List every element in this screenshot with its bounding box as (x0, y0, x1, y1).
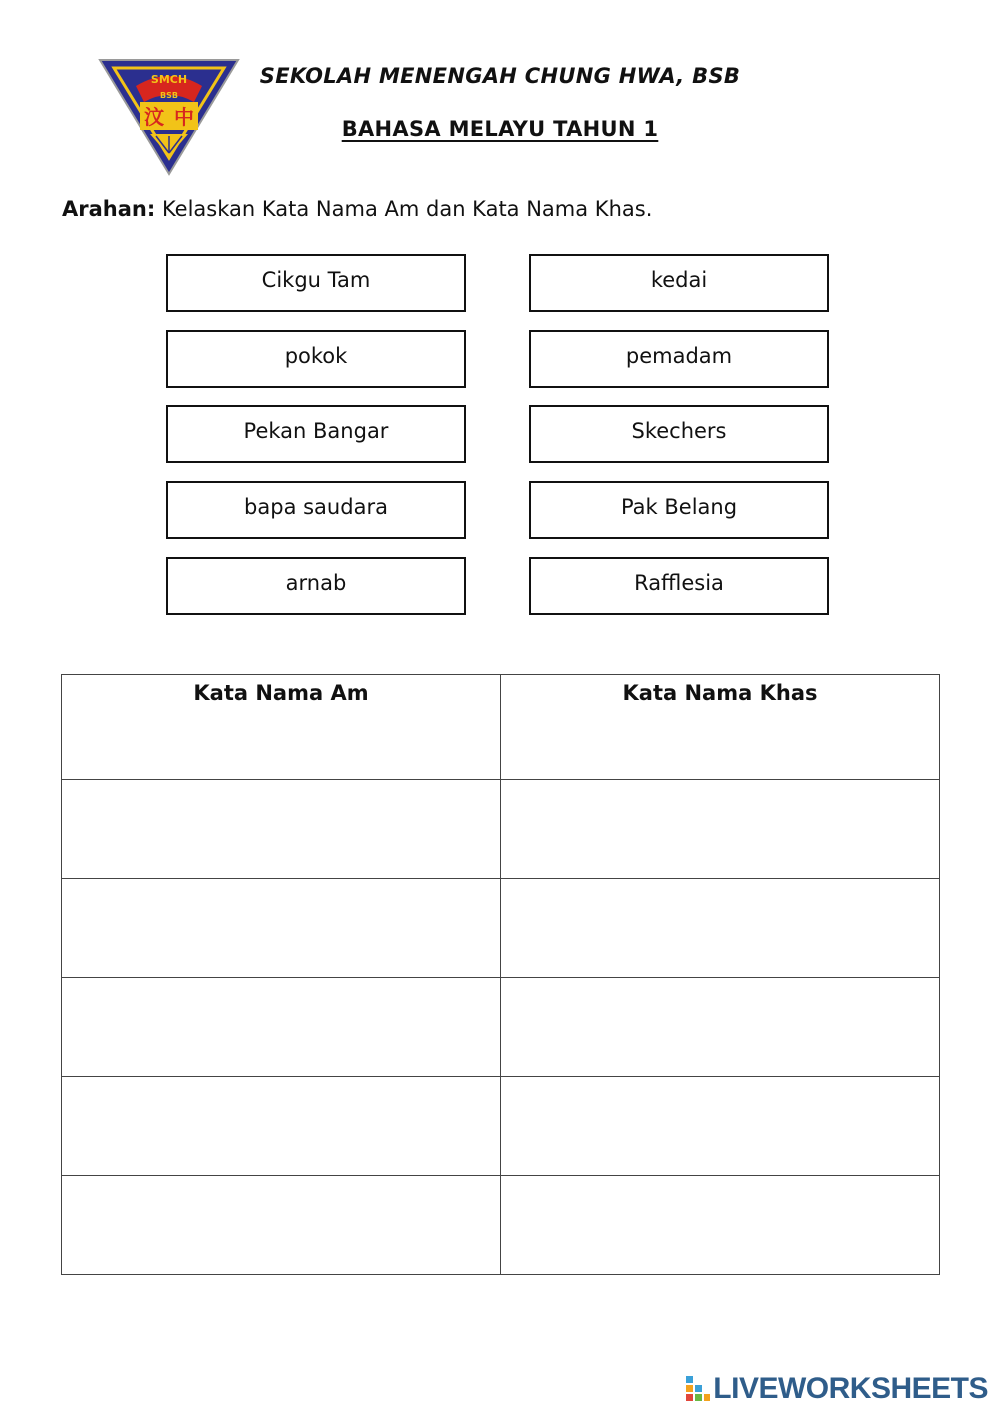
word-box[interactable]: Skechers (529, 405, 829, 463)
word-box[interactable]: Cikgu Tam (166, 254, 466, 312)
answer-table (61, 674, 940, 1275)
word-box[interactable]: Pekan Bangar (166, 405, 466, 463)
word-box[interactable]: Pak Belang (529, 481, 829, 539)
table-row (62, 978, 940, 1077)
drop-cell-am[interactable] (62, 1077, 501, 1176)
word-box[interactable]: pemadam (529, 330, 829, 388)
svg-text:SMCH: SMCH (150, 73, 188, 86)
table-row (62, 879, 940, 978)
drop-cell-am[interactable] (62, 879, 501, 978)
word-box[interactable]: pokok (166, 330, 466, 388)
header-kata-nama-khas[interactable]: Kata Nama Khas (501, 675, 940, 780)
drop-cell-am[interactable] (62, 780, 501, 879)
svg-text:BSB: BSB (160, 91, 178, 100)
word-box[interactable]: Rafflesia (529, 557, 829, 615)
drop-cell-am[interactable] (62, 978, 501, 1077)
drop-cell-am[interactable] (62, 1176, 501, 1275)
word-box[interactable]: bapa saudara (166, 481, 466, 539)
drop-cell-khas[interactable] (501, 879, 940, 978)
instruction-text: Kelaskan Kata Nama Am dan Kata Nama Khas. (161, 197, 653, 221)
header-kata-nama-am[interactable]: Kata Nama Am (62, 675, 501, 780)
svg-text:中: 中 (174, 105, 194, 129)
liveworksheets-logo-icon (686, 1376, 710, 1402)
word-box[interactable]: arnab (166, 557, 466, 615)
svg-text:汶: 汶 (144, 105, 164, 129)
table-row (62, 1077, 940, 1176)
drop-cell-khas[interactable] (501, 1176, 940, 1275)
table-row (62, 1176, 940, 1275)
drop-cell-khas[interactable] (501, 1077, 940, 1176)
liveworksheets-brand[interactable] (686, 1372, 988, 1406)
table-header-row (62, 675, 940, 780)
drop-cell-khas[interactable] (501, 978, 940, 1077)
subject-title (200, 117, 800, 141)
word-box[interactable]: kedai (529, 254, 829, 312)
drop-cell-khas[interactable] (501, 780, 940, 879)
school-name: SEKOLAH MENENGAH CHUNG HWA, BSB (259, 64, 741, 88)
subject-title-text: BAHASA MELAYU TAHUN 1 (341, 117, 659, 141)
instruction-label: Arahan: (62, 197, 156, 221)
liveworksheets-wordmark: LIVEWORKSHEETS (713, 1372, 988, 1405)
table-row (62, 780, 940, 879)
instruction (62, 197, 652, 221)
